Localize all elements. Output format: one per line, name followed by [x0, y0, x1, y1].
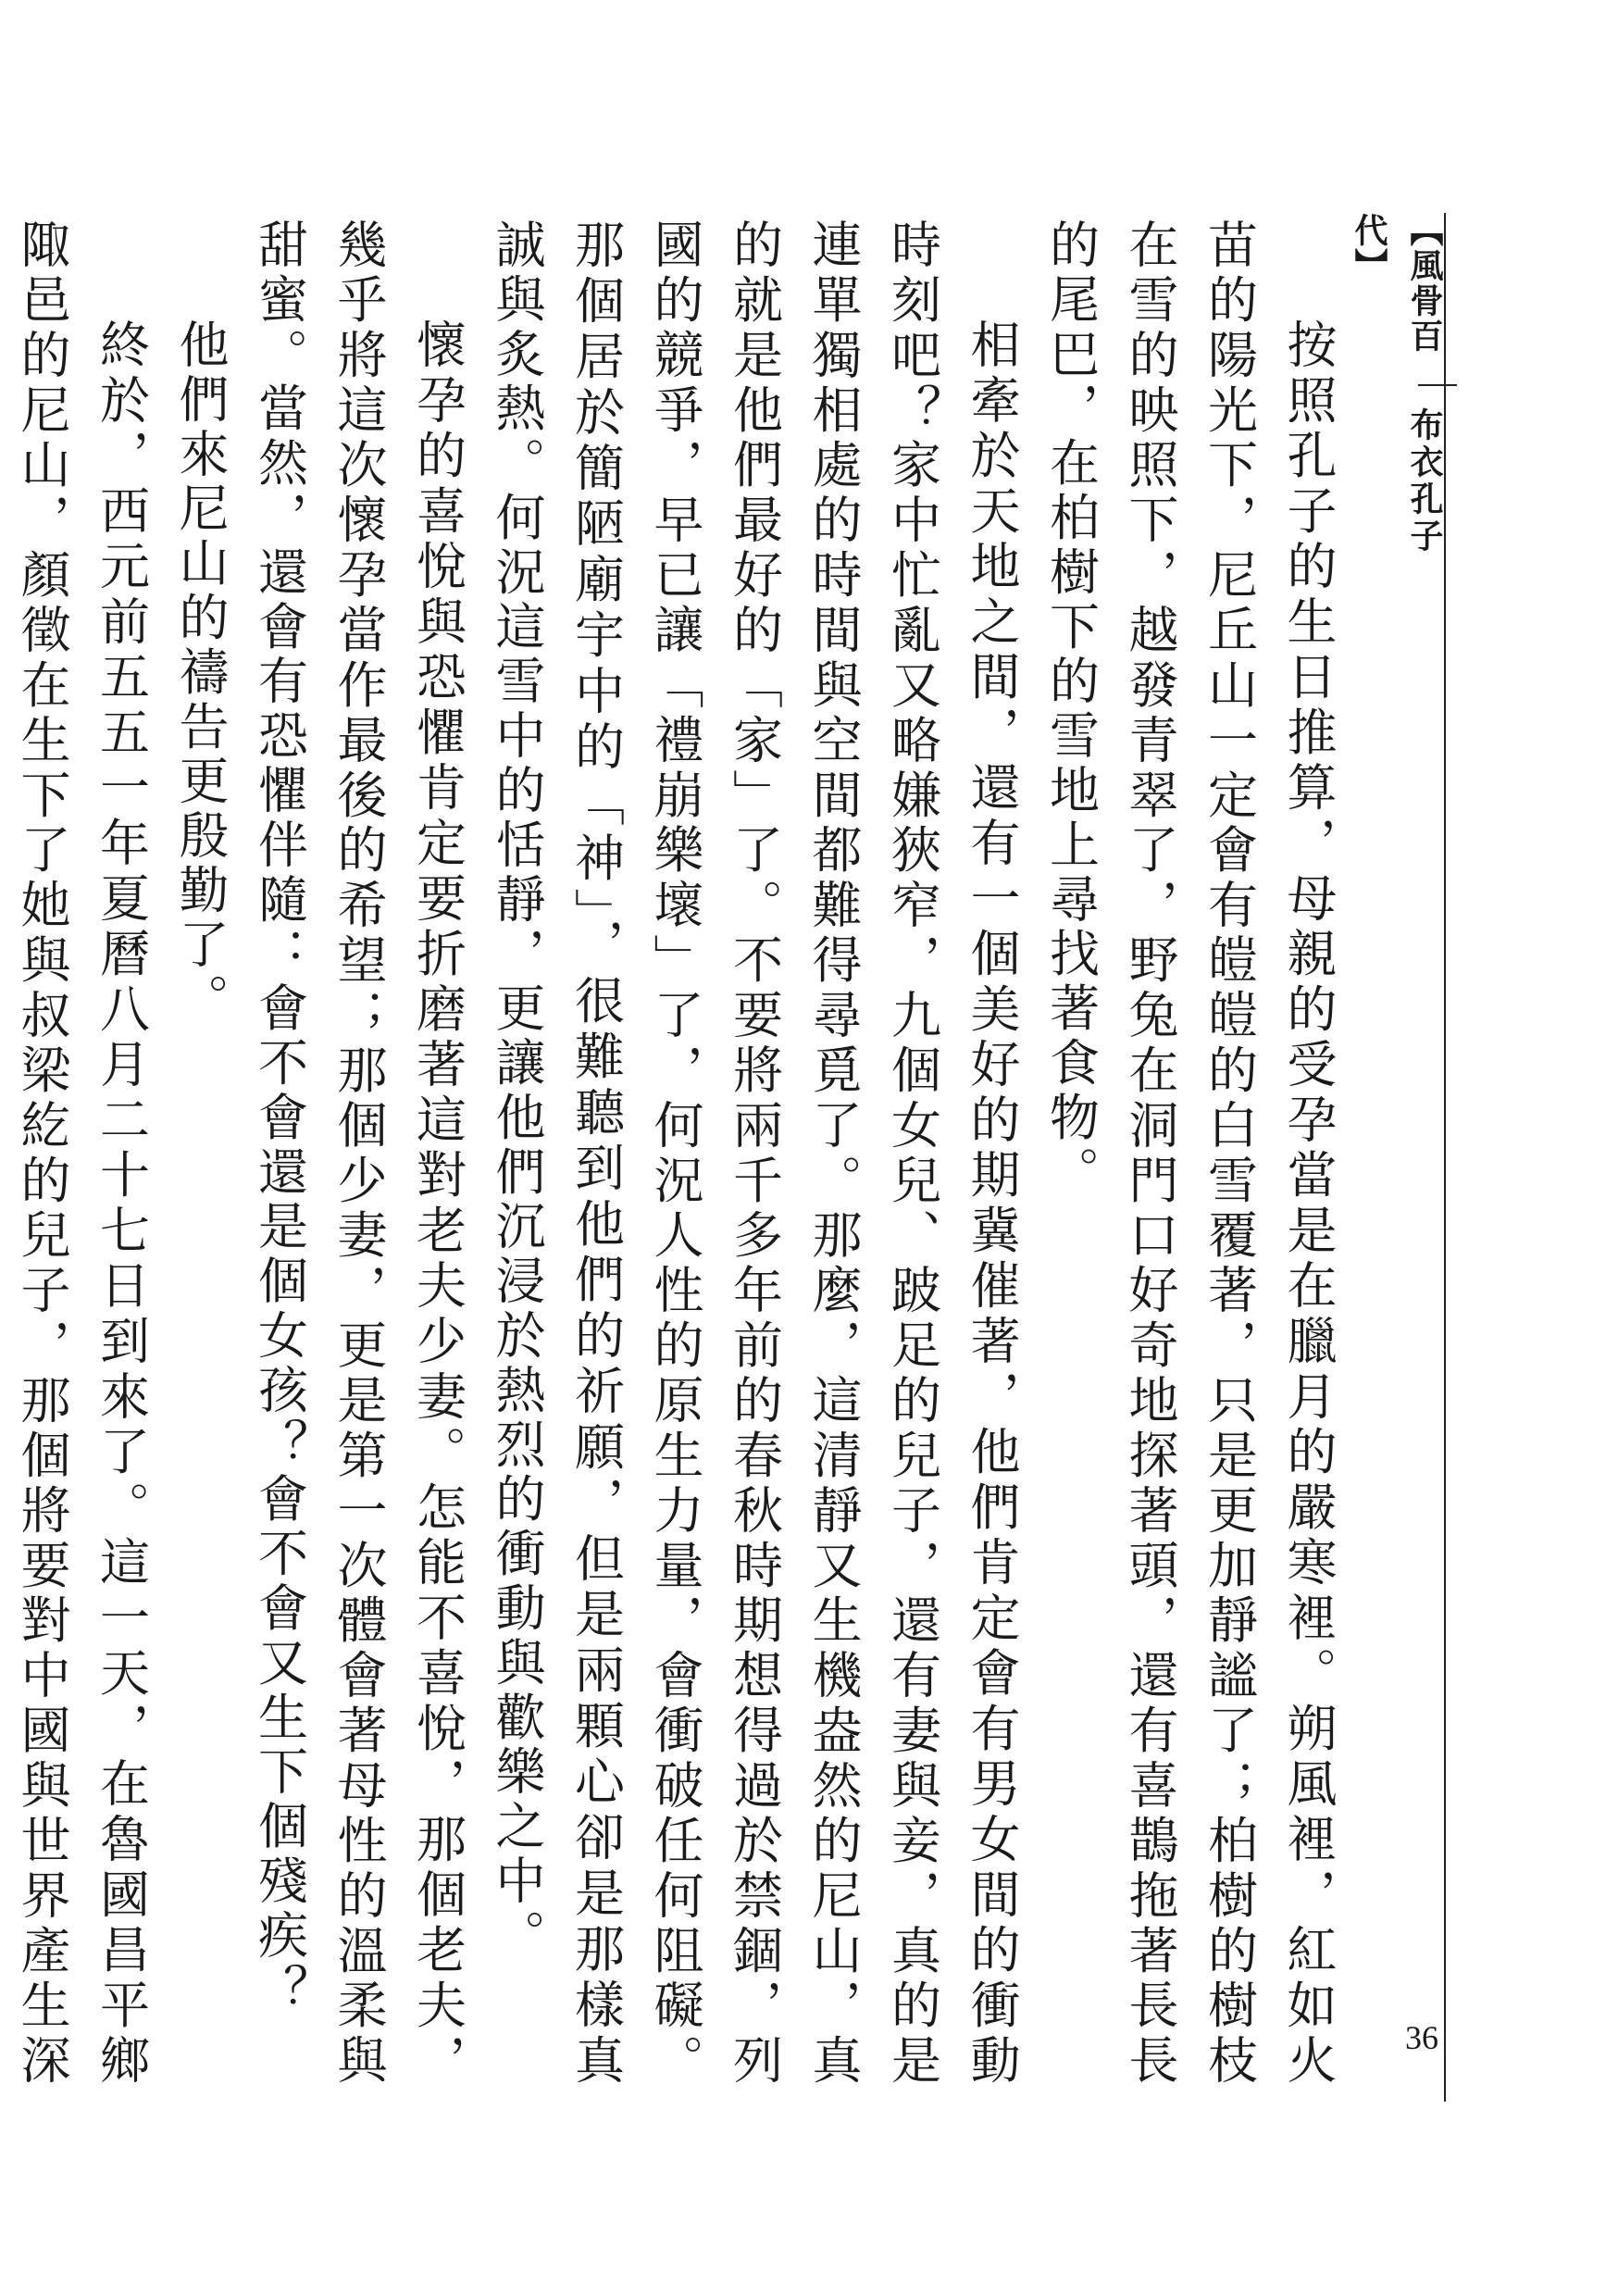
paragraph: 按照孔子的生日推算，母親的受孕當是在臘月的嚴寒裡。朔風裡，紅如火苗的陽光下，尼丘山一定會有皚皚的白雪覆著，只是更加靜謐了；柏樹的樹枝在雪的映照下，越發青翠了，野兔在洞門口好奇地探著頭，還有喜鵲拖著長長的尾巴，在柏樹下的雪地上尋找著食物。 — [1041, 218, 1338, 2089]
header-divider-tick — [1418, 384, 1457, 386]
body-text — [13, 218, 1348, 2089]
paragraph: 相牽於天地之間，還有一個美好的期冀催著，他們肯定會有男女間的衝動時刻吧？家中忙亂又略嫌狹窄，九個女兒、跛足的兒子，還有妻與妾，真的是連單獨相處的時間與空間都難得尋覓了。那麼，這清靜又生機盎然的尼山，真的就是他們最好的「家」了。不要將兩千多年前的春秋時期想得過於禁錮，列國的競爭，早已讓「禮崩樂壞」了，何況人性的原生力量，會衝破任何阻礙。那個居於簡陋廟宇中的「神」，很難聽到他們的祈願，但是兩顆心卻是那樣真誠與炙熱。何況這雪中的恬靜，更讓他們沉浸於熱烈的衝動與歡樂之中。 — [488, 218, 1021, 2089]
series-title: 【風骨百代】 — [1350, 213, 1443, 354]
page-number: 36 — [1405, 2019, 1438, 2056]
chapter-title: 布衣孔子 — [1405, 407, 1443, 555]
paragraph: 懷孕的喜悅與恐懼肯定要折磨著這對老夫少妻。怎能不喜悅，那個老夫，幾乎將這次懷孕當作最後的希望；那個少妻，更是第一次體會著母性的溫柔與甜蜜。當然，還會有恐懼伴隨：會不會還是個女孩？會不會又生下個殘疾？ — [250, 218, 467, 2089]
paragraph: 終於，西元前五五一年夏曆八月二十七日到來了。這一天，在魯國昌平鄉陬邑的尼山，顏徵在生下了她與叔梁紇的兒子，那個將要對中國與世界產生深 — [13, 218, 151, 2089]
paragraph: 他們來尼山的禱告更殷勤了。 — [171, 318, 230, 1028]
header-vertical-rule — [1444, 213, 1446, 2102]
